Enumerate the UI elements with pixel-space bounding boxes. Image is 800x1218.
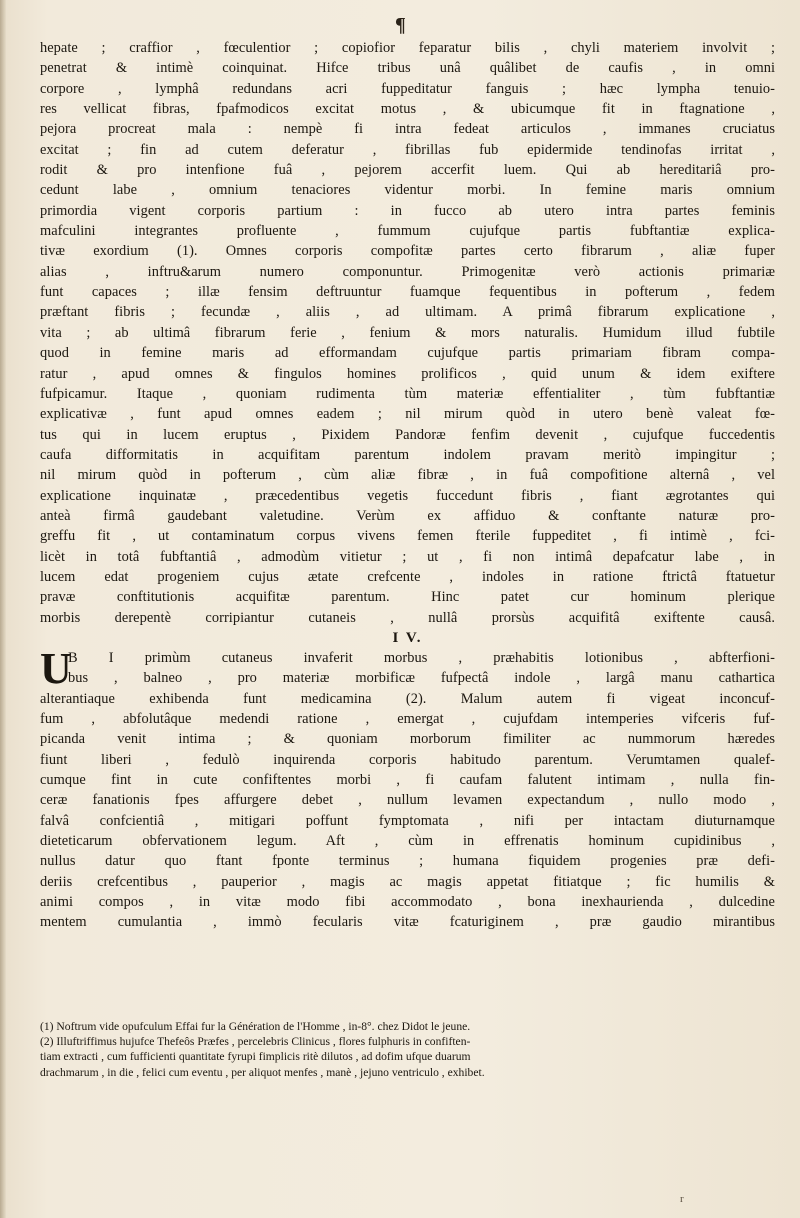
text-line: licèt in totâ fubftantiâ , admodùm vitietur ; ut , fi non intimâ depafcatur labe , in [40,548,775,565]
text-line: corpore , lymphâ redundans acri fuppeditatur fanguis ; hæc lympha tenuio- [40,80,775,97]
text-line: tivæ exordium (1). Omnes corporis compofitæ partes certo fibrarum , aliæ fuper [40,243,775,260]
footnotes [40,1019,775,1080]
text-line: anteà firmâ gaudebant valetudine. Verùm ex affiduo & conftante naturæ pro- [40,507,775,524]
text-line: caufa difformitatis in acquifitam parentum indolem pravam meritò impingitur ; [40,446,775,463]
paragraph-1 [40,38,775,628]
body-text [40,38,775,933]
text-line: excitat ; fin ad cutem deferatur , fibrillas fub epidermide tendinofas irritat , [40,141,775,158]
text-line: picanda venit intima ; & quoniam morborum fimiliter ac nummorum hæredes [40,731,775,748]
text-line: morbis derepentè corripiantur cutaneis , nullâ prorsùs acquifitâ exiftente causâ. [40,609,775,626]
footnote-line: tiam extracti , cum fufficienti quantitate fyrupi fimplicis ritè dilutos , ad dofim ufque duarum [40,1050,471,1064]
text-line: mentem cumulantia , immò fecularis vitæ fcaturiginem , præ gaudio mirantibus [40,914,775,931]
text-line: pravæ conftitutionis acquifitæ parentum. Hinc patet cur hominum plerique [40,589,775,606]
paragraph-2-opening [40,643,775,693]
text-line: penetrat & intimè coinquinat. Hifce tribus unâ quâlibet de caufis , in omni [40,60,775,77]
text-line: lucem edat progeniem cujus ætate crefcente , indoles in ratione ftrictâ ftatuetur [40,568,775,585]
text-line: rodit & pro intenfione fuâ , pejorem accerfit luem. Qui ab hereditariâ pro- [40,162,775,179]
footnote-line: (2) Illuftriffimus hujufce Thefeôs Præfes , percelebris Clinicus , flores fulphuris in confiften- [40,1035,471,1049]
text-line: mafculini integrantes profluente , fummum cujufque partis fubftantiæ explica- [40,223,775,240]
text-line: greffu fit , ut contaminatum corpus vivens femen fterile fuppeditet , fi intimè , fci- [40,528,775,545]
text-line: cedunt labe , omnium tenaciores videntur morbi. In femine maris omnium [40,182,775,199]
text-line: alias , inftru&arum numero componuntur. Primogenitæ verò actionis primariæ [40,263,775,280]
text-line: tus qui in lucem eruptus , Pixidem Pandoræ fenfim devenit , cujufque fuccedentis [40,426,775,443]
text-line: cumque fint in cute confiftentes morbi , fi caufam falutent intimam , nulla fin- [40,772,775,789]
footnote-line: (1) Noftrum vide opufculum Effai fur la Génération de l'Homme , in-8°. chez Didot le jeune. [40,1020,471,1033]
text-line: fum , abfolutâque medendi ratione , emergat , cujufdam intemperies vifceris fuf- [40,711,775,727]
binding-gutter [0,0,6,1218]
text-line: dieteticarum obfervationem legum. Aft , cùm in effrenatis hominum cupidinibus , [40,833,775,850]
text-line: nullus datur quo ftant fponte terminus ; humana fiquidem progenies præ defi- [40,853,775,870]
text-line: falvâ confcientiâ , mitigari poffunt fymptomata , nifi per intactam diuturnamque [40,812,775,829]
text-line: ratur , apud omnes & fingulos homines prolificos , quid unum & idem exiftere [40,365,775,382]
text-line: ceræ fanationis fpes affurgere debet , nullum levamen expectandum , nullo modo , [40,792,775,809]
text-line: primordia vigent corporis partium : in fucco ab utero intra partes feminis [40,202,775,219]
paragraph-2 [40,689,775,933]
text-line: deriis crefcentibus , pauperior , magis ac magis appetat fitiatque ; fic humilis & [40,873,775,890]
text-line: animi compos , in vitæ modo fibi accommodato , bona inexhaurienda , dulcedine [40,894,775,911]
drop-cap-lines [68,648,775,689]
text-line: nil mirum quòd in pofterum , cùm aliæ fibræ , in fuâ compofitione alternâ , vel [40,467,775,484]
text-line: hepate ; craffior , fœculentior ; copiofior feparatur bilis , chyli materiem involvit ; [40,40,775,56]
text-line: quod in femine maris ad efformandam cujufque partis primariam fibram compa- [40,345,775,362]
text-line: præftant fibris ; fecundæ , aliis , ad ultimam. A primâ fibrarum explicatione , [40,304,775,321]
text-line: explicatione inquinatæ , præcedentibus vegetis fuccedunt fibris , fiant ægrotantes qui [40,487,775,504]
text-line: vita ; ab ultimâ fibrarum ferie , fenium & mors naturalis. Humidum illud fubtile [40,324,775,341]
text-line: res vellicat fibras, fpafmodicos excitat motus , & ubicumque fit in ftagnatione , [40,101,775,118]
text-line: funt capaces ; illæ fensim deftruuntur fuamque fequentibus in pofterum , fedem [40,284,775,301]
section-heading: I V. [392,629,423,646]
text-line: fiunt liberi , fedulò inquirenda corporis habitudo parentum. Verumtamen qualef- [40,751,775,768]
text-line: explicativæ , funt apud omnes eadem ; nil mirum quòd in utero benè valeat fœ- [40,406,775,423]
drop-cap: U [40,643,72,693]
text-line: B I primùm cutaneus invaferit morbus , præhabitis lotionibus , abfterfioni- [68,649,775,666]
text-line: bus , balneo , pro materiæ morbificæ fufpectâ indole , largâ manu cathartica [68,670,775,687]
stray-mark: r [680,1193,684,1205]
footnote-line: drachmarum , in die , felici cum eventu , per aliquot menfes , manè , jejuno ventriculo , exhibet. [40,1065,485,1079]
header-mark: ¶ [395,14,406,36]
text-line: pejora procreat mala : nempè fi intra fedeat articulos , immanes cruciatus [40,121,775,138]
text-line: fufpicamur. Itaque , quoniam rudimenta tùm materiæ effentialiter , tùm fubftantiæ [40,385,775,402]
text-line: alterantiaque exhibenda funt medicamina (2). Malum autem fi vigeat inconcuf- [40,690,775,707]
